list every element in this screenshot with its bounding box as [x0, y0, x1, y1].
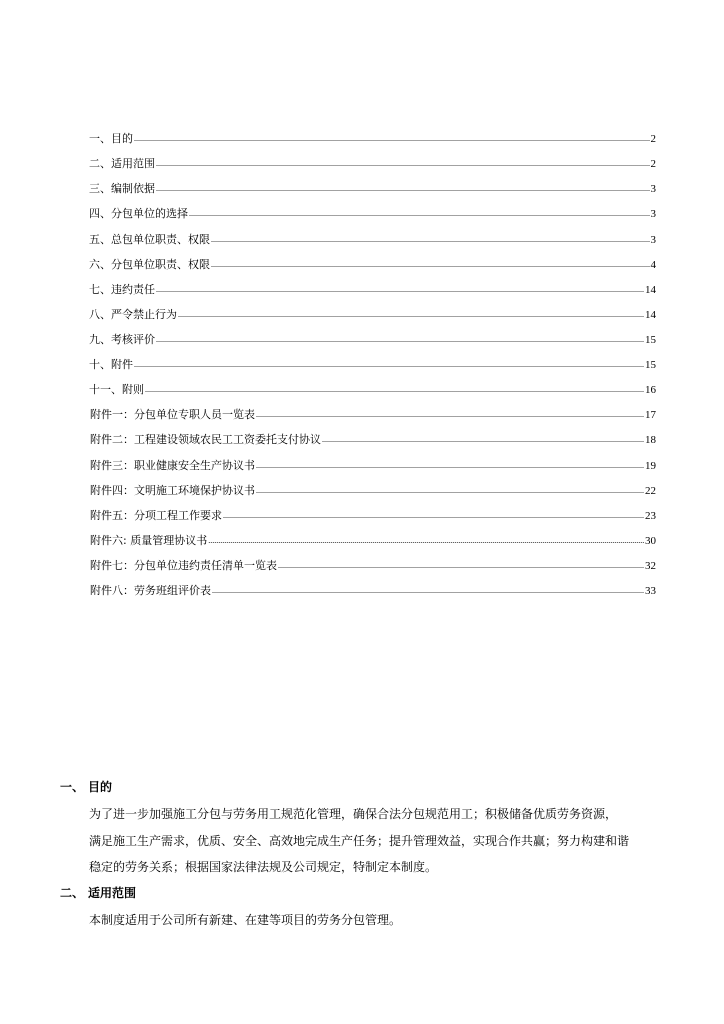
toc-dot-leader	[256, 461, 644, 471]
toc-dot-leader	[145, 385, 644, 395]
toc-entry[interactable]	[89, 201, 656, 221]
section-number: 一、	[60, 780, 85, 794]
section-heading-scope	[60, 885, 136, 901]
toc-dot-leader	[211, 235, 650, 245]
toc-entry-number: 二、	[89, 157, 111, 170]
toc-appendix-entry[interactable]	[90, 453, 656, 473]
toc-dot-leader	[212, 586, 644, 596]
toc-entry-title: 附件二：工程建设领域农民工工资委托支付协议	[90, 433, 321, 446]
toc-entry[interactable]	[89, 352, 656, 372]
toc-entry-title: 附件三：职业健康安全生产协议书	[90, 459, 255, 472]
toc-entry-title: 附件八：劳务班组评价表	[90, 584, 211, 597]
toc-entry-number: 十、	[89, 358, 111, 371]
toc-entry[interactable]	[89, 176, 656, 196]
toc-entry-title: 目的	[111, 132, 133, 145]
toc-entry[interactable]	[89, 327, 656, 347]
toc-entry[interactable]	[89, 302, 656, 322]
toc-appendix-entry[interactable]	[90, 427, 656, 447]
toc-entry[interactable]	[89, 126, 656, 146]
toc-entry-page: 18	[645, 434, 656, 446]
toc-entry-page: 2	[650, 158, 656, 170]
toc-entry-title: 考核评价	[111, 333, 155, 346]
toc-entry-page: 30	[645, 535, 656, 547]
toc-entry[interactable]	[89, 227, 656, 247]
toc-dot-leader	[322, 435, 644, 445]
toc-entry-number: 三、	[89, 182, 111, 195]
paragraph-line: 本制度适用于公司所有新建、在建等项目的劳务分包管理。	[89, 913, 402, 927]
toc-dot-leader	[208, 536, 644, 546]
toc-entry-number: 十一、	[89, 383, 122, 396]
section-heading-purpose	[60, 779, 112, 795]
toc-dot-leader	[156, 184, 650, 194]
toc-entry-page: 22	[645, 485, 656, 497]
toc-entry[interactable]	[89, 277, 656, 297]
toc-dot-leader	[223, 511, 644, 521]
toc-dot-leader	[156, 285, 644, 295]
toc-appendix-entry[interactable]	[90, 402, 656, 422]
toc-entry-title: 附件	[111, 358, 133, 371]
toc-dot-leader	[211, 260, 650, 270]
toc-entry-title: 适用范围	[111, 157, 155, 170]
toc-dot-leader	[178, 310, 644, 320]
toc-entry-page: 15	[645, 334, 656, 346]
toc-entry-number: 一、	[89, 132, 111, 145]
toc-entry-title: 附件五：分项工程工作要求	[90, 509, 222, 522]
toc-entry-title: 附件七：分包单位违约责任清单一览表	[90, 559, 277, 572]
toc-entry-title: 附件六: 质量管理协议书	[90, 534, 208, 547]
toc-entry-title: 违约责任	[111, 283, 155, 296]
toc-entry-number: 六、	[89, 258, 111, 271]
toc-entry-page: 14	[645, 309, 656, 321]
toc-dot-leader	[156, 159, 650, 169]
toc-appendix-entry[interactable]	[90, 478, 656, 498]
toc-dot-leader	[156, 335, 644, 345]
toc-entry-page: 17	[645, 409, 656, 421]
toc-entry-number: 四、	[89, 207, 111, 220]
toc-entry-title: 编制依据	[111, 182, 155, 195]
toc-entry[interactable]	[89, 151, 656, 171]
toc-entry-number: 七、	[89, 283, 111, 296]
toc-entry-title: 附件一：分包单位专职人员一览表	[90, 408, 255, 421]
paragraph-line: 为了进一步加强施工分包与劳务用工规范化管理，确保合法分包规范用工；积极储备优质劳务资源，	[89, 807, 618, 821]
section-number: 二、	[60, 886, 85, 900]
toc-entry-number: 八、	[89, 308, 111, 321]
toc-dot-leader	[189, 209, 650, 219]
paragraph-line: 满足施工生产需求，优质、安全、高效地完成生产任务；提升管理效益，实现合作共赢；努力构建和谐	[89, 834, 630, 848]
toc-entry-page: 33	[645, 585, 656, 597]
toc-dot-leader	[256, 486, 644, 496]
toc-dot-leader	[256, 410, 644, 420]
toc-dot-leader	[278, 561, 644, 571]
toc-entry-page: 3	[650, 183, 656, 195]
paragraph-line: 稳定的劳务关系；根据国家法律法规及公司规定，特制定本制度。	[89, 860, 438, 874]
section-title: 适用范围	[88, 886, 137, 900]
toc-entry-page: 3	[650, 234, 656, 246]
toc-entry-title: 附则	[122, 383, 144, 396]
toc-entry-page: 4	[650, 259, 656, 271]
toc-entry-title: 分包单位职责、权限	[111, 258, 210, 271]
toc-appendix-entry[interactable]	[90, 528, 656, 548]
toc-entry-title: 分包单位的选择	[111, 207, 188, 220]
toc-dot-leader	[134, 360, 644, 370]
toc-entry-number: 九、	[89, 333, 111, 346]
toc-entry-page: 32	[645, 560, 656, 572]
toc-entry[interactable]	[89, 252, 656, 272]
toc-entry-page: 2	[650, 133, 656, 145]
toc-entry-title: 严令禁止行为	[111, 308, 177, 321]
toc-entry-page: 16	[645, 384, 656, 396]
toc-entry-page: 19	[645, 460, 656, 472]
toc-entry-number: 五、	[89, 233, 111, 246]
toc-entry-title: 总包单位职责、权限	[111, 233, 210, 246]
toc-entry-title: 附件四：文明施工环境保护协议书	[90, 484, 255, 497]
toc-entry-page: 23	[645, 510, 656, 522]
toc-appendix-entry[interactable]	[90, 503, 656, 523]
toc-dot-leader	[134, 134, 650, 144]
toc-entry-page: 3	[650, 208, 656, 220]
toc-entry-page: 15	[645, 359, 656, 371]
toc-entry-page: 14	[645, 284, 656, 296]
toc-appendix-entry[interactable]	[90, 578, 656, 598]
toc-entry[interactable]	[89, 377, 656, 397]
section-title: 目的	[88, 780, 113, 794]
toc-appendix-entry[interactable]	[90, 553, 656, 573]
